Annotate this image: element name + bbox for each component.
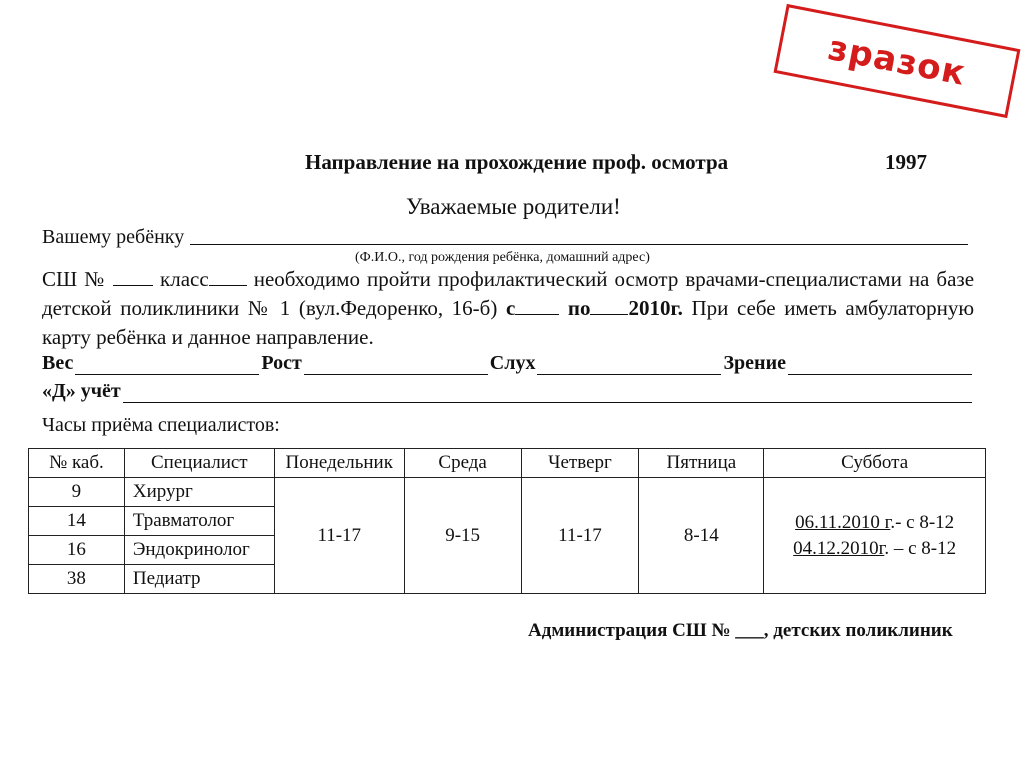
saturday-hours	[764, 478, 986, 594]
specialist-cell: Травматолог	[124, 507, 274, 536]
school-number-blank	[113, 267, 153, 286]
child-caption: (Ф.И.О., год рождения ребёнка, домашний адрес)	[355, 250, 650, 265]
header-friday: Пятница	[639, 449, 764, 478]
specialist-cell: Хирург	[124, 478, 274, 507]
hearing-blank	[537, 358, 721, 375]
class-label: класс	[160, 267, 209, 291]
administration-signature: Администрация СШ № ___, детских поликлиник	[528, 620, 953, 641]
saturday-date-1: 06.11.2010 г	[795, 511, 891, 533]
dispensary-row	[42, 380, 974, 403]
weight-label: Вес	[42, 352, 74, 374]
school-label: СШ №	[42, 267, 107, 291]
thursday-hours: 11-17	[521, 478, 639, 594]
from-label: с	[505, 296, 516, 320]
table-header-row	[29, 449, 986, 478]
height-blank	[304, 358, 488, 375]
saturday-date-2: 04.12.2010г	[793, 537, 885, 559]
document-year: 1997	[885, 150, 927, 174]
header-monday: Понедельник	[274, 449, 404, 478]
from-blank	[515, 296, 559, 315]
year-label: 2010г.	[628, 296, 683, 320]
weight-blank	[75, 358, 259, 375]
saturday-time-2: . – с 8-12	[884, 537, 957, 559]
greeting: Уважаемые родители!	[406, 194, 621, 219]
instructions-text-2: При себе иметь амбулаторную карту ребёнка и данное направление.	[42, 296, 975, 349]
specialist-cell: Эндокринолог	[124, 536, 274, 565]
vision-blank	[788, 358, 972, 375]
to-blank	[590, 296, 628, 315]
instructions-text: необходимо пройти профилактический осмотр врачами-специалистами на базе детской поликлиники № 1 (вул.Федоренко, 16-б)	[42, 267, 975, 320]
friday-hours: 8-14	[639, 478, 764, 594]
room-cell: 14	[29, 507, 125, 536]
room-cell: 9	[29, 478, 125, 507]
child-label: Вашему ребёнку	[42, 226, 185, 248]
to-label: по	[567, 296, 591, 320]
table-row	[29, 478, 986, 507]
stamp-text: зразок	[824, 28, 970, 94]
monday-hours: 11-17	[274, 478, 404, 594]
room-cell: 38	[29, 565, 125, 594]
specialist-cell: Педиатр	[124, 565, 274, 594]
instructions-paragraph	[42, 265, 974, 352]
room-cell: 16	[29, 536, 125, 565]
dispensary-label: «Д» учёт	[42, 380, 121, 402]
dispensary-blank	[123, 386, 972, 403]
hours-label: Часы приёма специалистов:	[42, 414, 280, 436]
height-label: Рост	[261, 352, 302, 374]
header-wednesday: Среда	[404, 449, 521, 478]
class-blank	[209, 267, 247, 286]
sample-stamp	[774, 4, 1021, 118]
wednesday-hours: 9-15	[404, 478, 521, 594]
document-title: Направление на прохождение проф. осмотра	[305, 150, 729, 174]
header-room: № каб.	[29, 449, 125, 478]
measurements-row	[42, 352, 974, 375]
saturday-time-1: .- с 8-12	[890, 511, 955, 533]
vision-label: Зрение	[723, 352, 786, 374]
child-fill-line	[190, 244, 968, 245]
schedule-table	[28, 448, 986, 594]
header-specialist: Специалист	[124, 449, 274, 478]
header-thursday: Четверг	[521, 449, 639, 478]
hearing-label: Слух	[489, 352, 536, 374]
header-saturday: Суббота	[764, 449, 986, 478]
